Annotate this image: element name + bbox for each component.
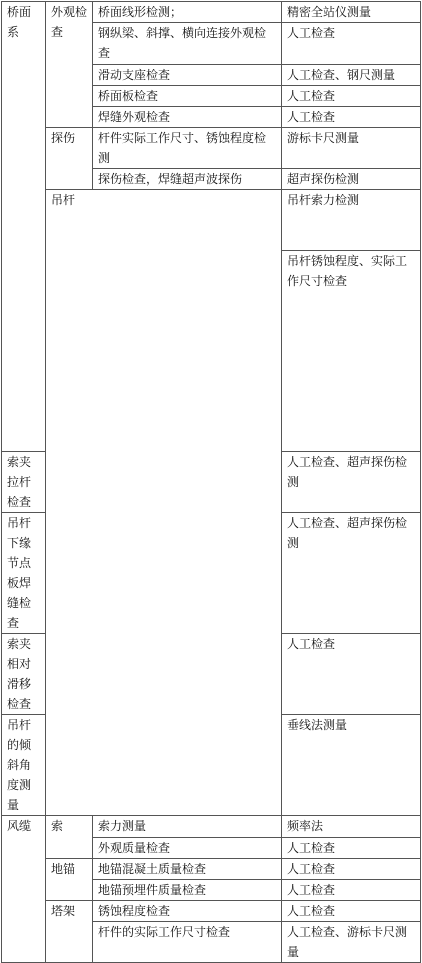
table-row [2,816,421,838]
system-wind-cable: 风缆 [2,816,46,963]
group-anchor: 地锚 [46,859,93,901]
item-cell: 索夹相对滑移检查 [2,634,46,715]
item-cell: 地锚混凝土质量检查 [93,859,282,880]
method-cell: 垂线法测量 [282,715,421,816]
table-row [2,190,421,251]
item-cell: 焊缝外观检查 [93,107,282,128]
method-cell: 频率法 [282,816,421,838]
item-cell: 吊杆索力检测 [282,190,421,251]
item-cell: 索力测量 [93,816,282,838]
group-visual-check: 外观检查 [46,2,93,128]
table-row [2,901,421,922]
item-cell: 外观质量检查 [93,838,282,859]
item-cell: 吊杆锈蚀程度、实际工作尺寸检查 [282,251,421,452]
group-tower: 塔架 [46,901,93,963]
table-row [2,128,421,169]
table-row [2,2,421,23]
method-cell: 人工检查、钢尺测量 [282,65,421,86]
item-cell: 索夹拉杆检查 [2,452,46,513]
system-hanger: 吊杆 [46,190,282,816]
item-cell: 吊杆下缘节点板焊缝检查 [2,513,46,634]
method-cell: 人工检查 [282,23,421,65]
group-flaw-detection: 探伤 [46,128,93,190]
item-cell: 锈蚀程度检查 [93,901,282,922]
item-cell: 地锚预埋件质量检查 [93,880,282,901]
item-cell: 吊杆的倾斜角度测量 [2,715,46,816]
method-cell: 超声探伤检测 [282,169,421,190]
group-cable: 索 [46,816,93,859]
item-cell: 滑动支座检查 [93,65,282,86]
system-bridge-deck: 桥面系 [2,2,46,452]
method-cell: 人工检查 [282,859,421,880]
item-cell: 杆件的实际工作尺寸检查 [93,922,282,963]
item-cell: 桥面板检查 [93,86,282,107]
item-cell: 杆件实际工作尺寸、锈蚀程度检测 [93,128,282,169]
method-cell: 人工检查 [282,838,421,859]
item-cell: 探伤检查，焊缝超声波探伤 [93,169,282,190]
method-cell: 人工检查、超声探伤检测 [282,513,421,634]
method-cell: 人工检查 [282,880,421,901]
table-row [2,859,421,880]
method-cell: 人工检查 [282,107,421,128]
method-cell: 游标卡尺测量 [282,128,421,169]
inspection-table [1,1,421,963]
method-cell: 人工检查 [282,86,421,107]
method-cell: 精密全站仪测量 [282,2,421,23]
method-cell: 人工检查 [282,901,421,922]
item-cell: 钢纵梁、斜撑、横向连接外观检查 [93,23,282,65]
method-cell: 人工检查 [282,634,421,715]
method-cell: 人工检查、游标卡尺测量 [282,922,421,963]
item-cell: 桥面线形检测； [93,2,282,23]
method-cell: 人工检查、超声探伤检测 [282,452,421,513]
